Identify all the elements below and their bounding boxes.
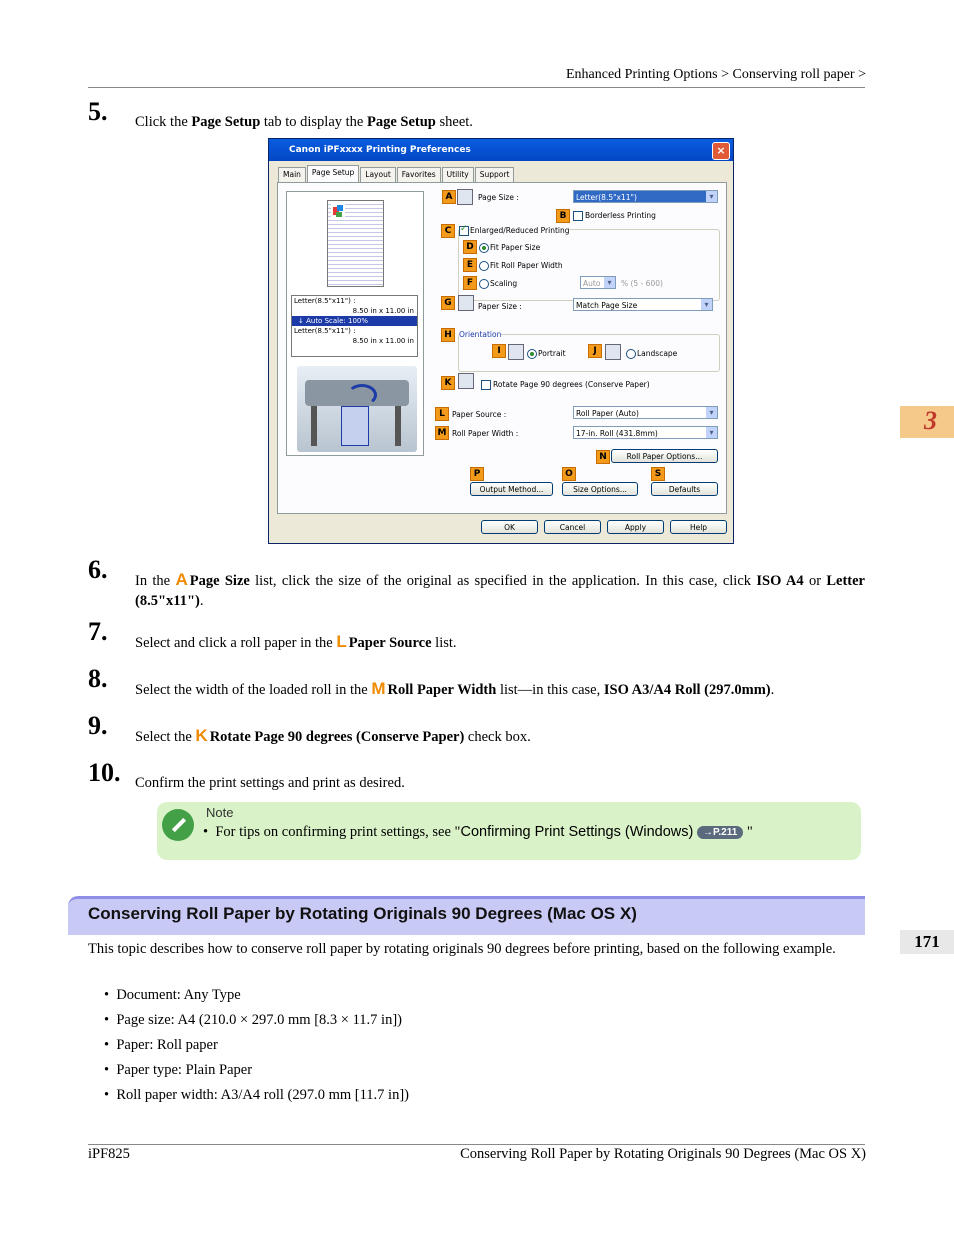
page-preview-thumbnail [327, 200, 384, 287]
scaling-radio[interactable] [479, 279, 489, 289]
info-line: 8.50 in x 11.00 in [352, 307, 414, 315]
landscape-icon [605, 344, 621, 360]
rotate-checkbox[interactable] [481, 380, 491, 390]
paper-source-label: Paper Source : [452, 410, 507, 419]
note-lead: For tips on confirming print settings, see " [215, 824, 461, 840]
step-strong: ISO A3/A4 Roll (297.0mm) [603, 682, 771, 698]
preview-pane [286, 191, 424, 456]
callout-ref-m: M [371, 679, 386, 698]
callout-s: S [651, 467, 665, 481]
callout-g: G [441, 296, 455, 310]
help-button[interactable]: Help [670, 520, 727, 534]
landscape-radio[interactable] [626, 349, 636, 359]
ok-button[interactable]: OK [481, 520, 538, 534]
size-options-button[interactable]: Size Options... [562, 482, 638, 496]
borderless-checkbox[interactable] [573, 211, 583, 221]
callout-c: C [441, 224, 455, 238]
printing-preferences-dialog [268, 138, 734, 544]
step-strong: Paper Source [348, 635, 432, 651]
printer-illustration [297, 366, 417, 452]
step-strong: ISO A4 [756, 573, 804, 589]
orientation-label: Orientation [459, 330, 502, 339]
step-text: . [199, 593, 204, 609]
step-strong: Roll Paper Width [387, 682, 497, 698]
fit-paper-size-radio[interactable] [479, 243, 489, 253]
breadcrumb: Enhanced Printing Options > Conserving roll paper > [565, 67, 866, 82]
callout-ref-a: A [175, 570, 188, 589]
callout-h: H [441, 328, 455, 342]
paper-source-select[interactable]: Roll Paper (Auto) ▾ [573, 406, 718, 419]
list-item-text: Paper type: Plain Paper [116, 1062, 253, 1078]
tab-page-setup[interactable]: Page Setup [307, 165, 359, 183]
list-item: • Roll paper width: A3/A4 roll (297.0 mm [11.7 in]) [104, 1087, 409, 1103]
info-line: Letter(8.5"x11") : [294, 297, 356, 305]
callout-k: K [441, 376, 455, 390]
list-item-text: Roll paper width: A3/A4 roll (297.0 mm [11.7 in]) [116, 1087, 409, 1103]
roll-width-label: Roll Paper Width : [452, 429, 519, 438]
roll-paper-options-button[interactable]: Roll Paper Options... [611, 449, 718, 463]
output-method-button[interactable]: Output Method... [470, 482, 553, 496]
apply-button[interactable]: Apply [607, 520, 664, 534]
step-text: Select the width of the loaded roll in the [135, 682, 372, 698]
scaling-range: % (5 - 600) [621, 279, 663, 288]
preview-size-info [291, 295, 418, 357]
fit-paper-size-label: Fit Paper Size [490, 243, 541, 252]
rotate-label: Rotate Page 90 degrees (Conserve Paper) [493, 380, 650, 389]
callout-i: I [492, 344, 506, 358]
list-item: • Document: Any Type [104, 987, 241, 1003]
defaults-button[interactable]: Defaults [651, 482, 718, 496]
chapter-number: 3 [924, 406, 937, 435]
portrait-icon [508, 344, 524, 360]
scaling-input[interactable]: Auto ▾ [580, 276, 616, 289]
step-number: 7. [88, 617, 108, 646]
callout-j: J [588, 344, 602, 358]
portrait-radio[interactable] [527, 349, 537, 359]
close-icon[interactable]: × [712, 142, 730, 160]
enlarged-label: Enlarged/Reduced Printing [470, 226, 570, 235]
fit-roll-width-radio[interactable] [479, 261, 489, 271]
rotate-page-icon [458, 373, 474, 389]
callout-n: N [596, 450, 610, 464]
step-text: sheet. [435, 114, 473, 130]
list-item-text: Page size: A4 (210.0 × 297.0 mm [8.3 × 11.7 in]) [116, 1012, 402, 1028]
list-item: • Paper: Roll paper [104, 1037, 218, 1053]
cancel-button[interactable]: Cancel [544, 520, 601, 534]
callout-f: F [463, 276, 477, 290]
paper-size-select[interactable]: Match Page Size ▾ [573, 298, 713, 311]
step-number: 9. [88, 711, 108, 740]
roll-width-select[interactable]: 17-in. Roll (431.8mm) ▾ [573, 426, 718, 439]
note-text [203, 824, 753, 841]
page-size-select[interactable]: Letter(8.5"x11") ▾ [573, 190, 718, 203]
portrait-label: Portrait [538, 349, 566, 358]
list-item-text: Document: Any Type [116, 987, 241, 1003]
callout-a: A [442, 190, 456, 204]
list-item: • Paper type: Plain Paper [104, 1062, 253, 1078]
callout-ref-k: K [195, 726, 208, 745]
paper-size-icon [458, 295, 474, 311]
info-line: 8.50 in x 11.00 in [352, 337, 414, 345]
footer-model: iPF825 [88, 1146, 130, 1162]
footer-rule [88, 1144, 865, 1145]
page-ref-badge[interactable]: →P.211 [697, 826, 743, 839]
pencil-icon [162, 809, 194, 841]
callout-l: L [435, 407, 449, 421]
list-item: • Page size: A4 (210.0 × 297.0 mm [8.3 × 11.7 in]) [104, 1012, 402, 1028]
step-text: list. [431, 635, 457, 651]
scaling-label: Scaling [490, 279, 518, 288]
step-text: list, click the size of the original as specified in the application. In this case, click [249, 573, 757, 589]
note-link[interactable]: Confirming Print Settings (Windows) [460, 824, 694, 840]
step-text: list—in this case, [496, 682, 604, 698]
borderless-label: Borderless Printing [585, 211, 656, 220]
step-text: In the [135, 573, 176, 589]
tab-favorites[interactable]: Favorites [397, 167, 441, 182]
list-item-text: Paper: Roll paper [116, 1037, 218, 1053]
step-text: . [770, 682, 775, 698]
sample-image-icon [331, 204, 345, 218]
page-setup-panel [277, 182, 727, 514]
tab-layout[interactable]: Layout [360, 167, 396, 182]
callout-m: M [435, 426, 449, 440]
callout-e: E [463, 258, 477, 272]
page-size-icon [457, 189, 473, 205]
header-rule [88, 87, 865, 88]
step-strong: Page Setup [366, 114, 436, 130]
step-text: check box. [464, 729, 531, 745]
note-trail: " [743, 824, 753, 840]
callout-o: O [562, 467, 576, 481]
info-line: Letter(8.5"x11") : [294, 327, 356, 335]
footer-title: Conserving Roll Paper by Rotating Originals 90 Degrees (Mac OS X) [460, 1146, 866, 1162]
info-line-scale: ↓ Auto Scale: 100% [292, 316, 417, 326]
dialog-title: Canon iPFxxxx Printing Preferences [269, 139, 733, 161]
section-title: Conserving Roll Paper by Rotating Originals 90 Degrees (Mac OS X) [88, 904, 637, 923]
page-number: 171 [900, 930, 954, 954]
tab-main[interactable]: Main [278, 167, 306, 182]
step-strong: Rotate Page 90 degrees (Conserve Paper) [209, 729, 465, 745]
step-number: 6. [88, 555, 108, 584]
enlarged-checkbox[interactable]: ✓ [460, 224, 468, 234]
step-strong: Page Size [189, 573, 250, 589]
page-size-label: Page Size : [478, 193, 519, 202]
callout-p: P [470, 467, 484, 481]
chapter-tab [900, 406, 954, 438]
step-text: Confirm the print settings and print as desired. [135, 775, 405, 791]
callout-ref-l: L [336, 632, 347, 651]
section-intro: This topic describes how to conserve roll paper by rotating originals 90 degrees before printing, based on the following example. [88, 941, 836, 957]
tab-utility[interactable]: Utility [442, 167, 474, 182]
step-number: 5. [88, 97, 108, 126]
tab-strip [278, 167, 515, 182]
step-number: 8. [88, 664, 108, 693]
example-list [104, 986, 409, 1111]
note-bullet: • [203, 824, 209, 840]
landscape-label: Landscape [637, 349, 678, 358]
step-number: 10. [88, 758, 121, 787]
note-title: Note [206, 805, 234, 820]
step-strong: Page Setup [191, 114, 261, 130]
callout-b: B [556, 209, 570, 223]
step-strong: Letter (8.5"x11") [135, 573, 865, 609]
step-text: or [803, 573, 827, 589]
step-text: Click the [135, 114, 192, 130]
step-text: Select and click a roll paper in the [135, 635, 337, 651]
paper-size-label: Paper Size : [478, 302, 522, 311]
fit-roll-width-label: Fit Roll Paper Width [490, 261, 563, 270]
step-text: tab to display the [260, 114, 367, 130]
callout-d: D [463, 240, 477, 254]
tab-support[interactable]: Support [475, 167, 515, 182]
step-6 [88, 555, 865, 610]
step-text: Select the [135, 729, 196, 745]
